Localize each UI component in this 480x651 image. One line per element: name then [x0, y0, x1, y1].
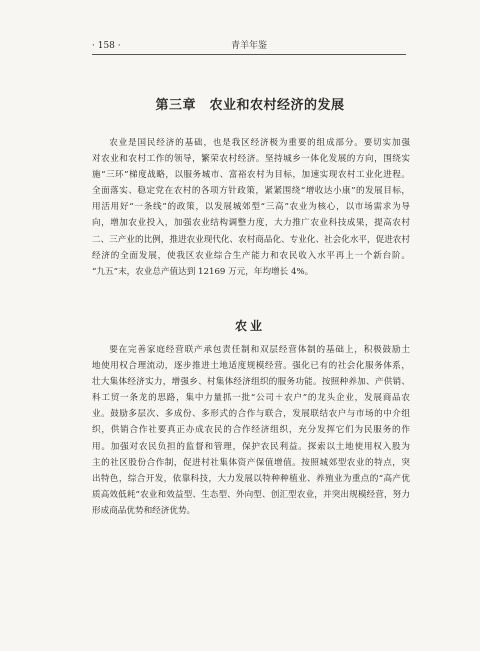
text-line: 出特色，综合开发，依靠科技，大力发展以特种种植业、养殖业为重点的“高产优	[92, 473, 410, 484]
text-line: “九五”末，农业总产值达到 12169 万元，年均增长 4%。	[92, 266, 314, 277]
text-line: 二、三产业的比例，推进农业现代化、农村商品化、专业化、社会化水平，促进农村	[92, 234, 410, 245]
text-line: 壮大集体经济实力，增强乡、村集体经济组织的服务功能。按照种养加、产供销、	[92, 377, 410, 388]
text-line: 形成商品优势和经济优势。	[92, 505, 196, 516]
text-line: 主的社区股份合作制，促进村社集体资产保值增值。按照城郊型农业的特点，突	[92, 457, 410, 468]
text-line: 织，供销合作社要真正办成农民的合作经济组织，充分发挥它们为民服务的作	[92, 425, 410, 436]
chapter-title: 第三章 农业和农村经济的发展	[155, 98, 345, 113]
section-title: 农业	[234, 319, 265, 333]
text-line: 用活用好“一条线”的政策，以发展城郊型“三高”农业为核心，以市场需求为导	[92, 202, 410, 213]
page-header	[92, 40, 406, 55]
text-line: 全面落实、稳定党在农村的各项方针政策，紧紧围绕“增收达小康”的发展目标，	[92, 186, 410, 197]
text-line: 经济的全面发展，使我区农业综合生产能力和农民收入水平再上一个新台阶。	[92, 250, 410, 261]
text-line: 科工贸一条龙的思路，集中力量抓一批“公司＋农户”的龙头企业，发展商品农	[92, 393, 410, 404]
text-line: 业。鼓励多层次、多成份、多形式的合作与联合，发展联结农户与市场的中介组	[92, 409, 410, 420]
text-line: 施“三环”梯度战略，以服务城市、富裕农村为目标，加速实现农村工业化进程。	[92, 170, 410, 181]
text-line: 质高效低耗”农业和效益型、生态型、外向型、创汇型农业，并突出规模经营，努力	[92, 489, 410, 500]
text-line: 向，增加农业投入，加强农业结构调整力度，大力推广农业科技成果，提高农村	[92, 218, 410, 229]
agriculture-paragraph	[92, 342, 410, 519]
text-line: 农业是国民经济的基础，也是我区经济极为重要的组成部分。要切实加强	[109, 138, 410, 148]
text-line: 要在完善家庭经营联产承包责任制和双层经营体制的基础上，积极鼓励土	[109, 345, 410, 355]
chapter-intro-paragraph	[92, 135, 410, 280]
text-line: 地使用权合理流动，逐步推进土地适度规模经营。强化已有的社会化服务体系，	[92, 361, 410, 372]
running-title: 青羊年鉴	[230, 41, 267, 51]
text-line: 对农业和农村工作的领导，繁荣农村经济。坚持城乡一体化发展的方向，围绕实	[92, 154, 410, 165]
text-line: 用。加强对农民负担的监督和管理，保护农民利益。探索以土地使用权入股为	[92, 441, 410, 452]
page-number: · 158 ·	[92, 41, 121, 51]
